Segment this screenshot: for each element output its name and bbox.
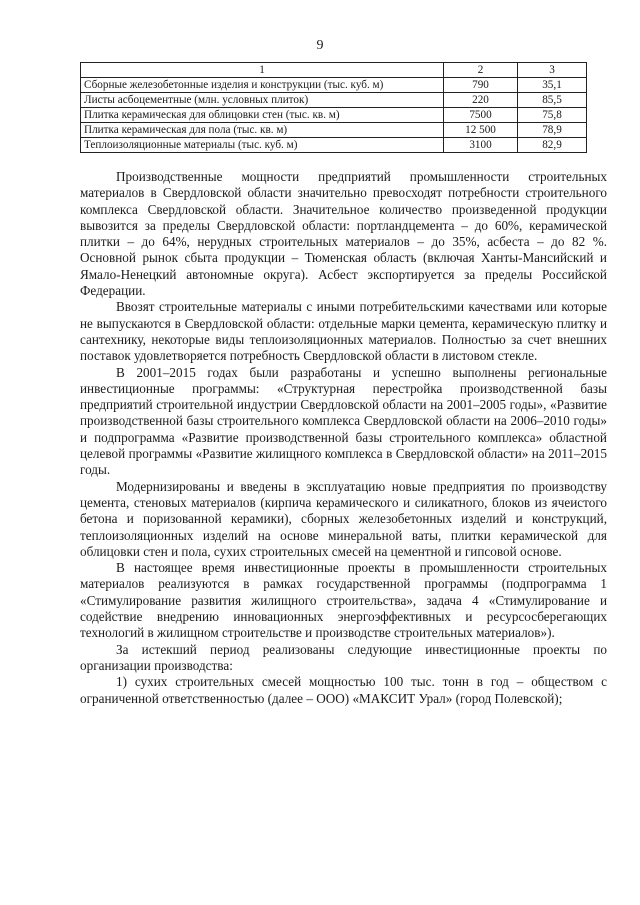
table-cell: 82,9 <box>518 138 587 153</box>
table-cell: 12 500 <box>444 123 518 138</box>
table-row <box>81 78 587 93</box>
table-row <box>81 123 587 138</box>
table-row <box>81 93 587 108</box>
table-cell: 3100 <box>444 138 518 153</box>
table-cell: Плитка керамическая для облицовки стен (тыс. кв. м) <box>81 108 444 123</box>
table-cell: 7500 <box>444 108 518 123</box>
paragraph: За истекший период реализованы следующие инвестиционные проекты по организации производства: <box>80 641 607 673</box>
table-cell: Теплоизоляционные материалы (тыс. куб. м) <box>81 138 444 153</box>
paragraph: 1) сухих строительных смесей мощностью 100 тыс. тонн в год – обществом с ограниченной ответственностью (далее – ООО) «МАКСИТ Урал» (город Полевской); <box>80 674 607 706</box>
table-cell: 85,5 <box>518 93 587 108</box>
header-cell: 3 <box>518 63 587 78</box>
paragraph: В 2001–2015 годах были разработаны и успешно выполнены региональные инвестиционные программы: «Структурная перестройка производственной базы предприятий строительной индустрии Свердловской области на 2001–2005 годы», «Развитие производственной базы строительного комплекса Свердловской области на 2006–2010 годы» и подпрограмма «Развитие производственной базы строительного комплекса» областной целевой программы «Развитие жилищного комплекса в Свердловской области» на 2011–2015 годы. <box>80 364 607 478</box>
table-cell: 35,1 <box>518 78 587 93</box>
table-cell: 78,9 <box>518 123 587 138</box>
paragraph: Модернизированы и введены в эксплуатацию новые предприятия по производству цемента, стеновых материалов (кирпича керамического и силикатного, блоков из ячеистого бетона и поризованной керамики), сборных железобетонных изделий и конструкций, теплоизоляционных изделий на основе минеральной ваты, плитки керамической для облицовки стен и пола, сухих строительных смесей на цементной и гипсовой основе. <box>80 478 607 559</box>
table-cell: 75,8 <box>518 108 587 123</box>
table-row <box>81 108 587 123</box>
paragraph: Производственные мощности предприятий промышленности строительных материалов в Свердловской области значительно превосходят потребности строительного комплекса Свердловской области. Значительное количество произведенной продукции вывозится за пределы Свердловской области: портландцемента – до 60%, керамической плитки – до 64%, нерудных строительных материалов – до 35%, асбеста – до 82 %. Основной рынок сбыта продукции – Тюменская область (включая Ханты-Мансийский и Ямало-Ненецкий автономные округа). Асбест экспортируется за пределы Российской Федерации. <box>80 169 607 299</box>
table-cell: 220 <box>444 93 518 108</box>
paragraph: В настоящее время инвестиционные проекты в промышленности строительных материалов реализуются в рамках государственной программы (подпрограмма 1 «Стимулирование развития жилищного строительства», задача 4 «Стимулирование и содействие внедрению инновационных энергоэффективных и ресурсосберегающих технологий в жилищном строительстве и производстве строительных материалов»). <box>80 560 607 641</box>
table-header-row <box>81 63 587 78</box>
header-cell: 1 <box>81 63 444 78</box>
header-cell: 2 <box>444 63 518 78</box>
table-cell: 790 <box>444 78 518 93</box>
table-row <box>81 138 587 153</box>
table-cell: Сборные железобетонные изделия и конструкции (тыс. куб. м) <box>81 78 444 93</box>
table-cell: Плитка керамическая для пола (тыс. кв. м) <box>81 123 444 138</box>
materials-table <box>80 62 587 153</box>
body-text <box>80 169 607 707</box>
page-number: 9 <box>316 38 324 53</box>
table-cell: Листы асбоцементные (млн. условных плиток) <box>81 93 444 108</box>
paragraph: Ввозят строительные материалы с иными потребительскими качествами или которые не выпускаются в Свердловской области: отдельные марки цемента, керамическую плитку и сантехнику, некоторые виды теплоизоляционных материалов. Полностью за счет внешних поставок удовлетворяется потребность Свердловской области в листовом стекле. <box>80 299 607 364</box>
